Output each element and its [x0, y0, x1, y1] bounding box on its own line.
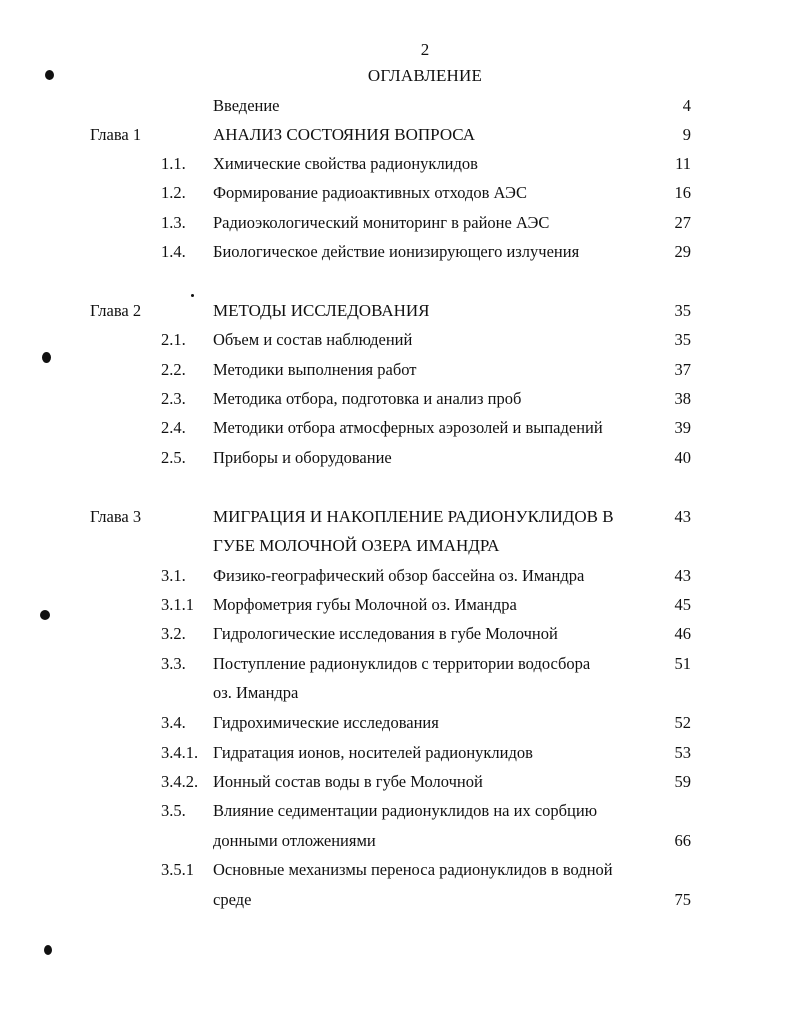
entry-text: Морфометрия губы Молочной оз. Имандра [213, 595, 517, 614]
page-ref: 35 [674, 330, 691, 349]
entry-text: МИГРАЦИЯ И НАКОПЛЕНИЕ РАДИОНУКЛИДОВ В [213, 507, 614, 526]
entry-text: Методики отбора атмосферных аэрозолей и выпадений [213, 418, 603, 437]
page-ref: 59 [674, 772, 691, 791]
section-number: 1.4. [161, 242, 186, 261]
toc-row [0, 855, 795, 884]
entry-text: Радиоэкологический мониторинг в районе АЭС [213, 213, 550, 232]
entry-text: Гидрохимические исследования [213, 713, 439, 732]
page-ref: 45 [674, 595, 691, 614]
toc-row [0, 826, 795, 855]
toc-row [0, 91, 795, 120]
entry-text: Формирование радиоактивных отходов АЭС [213, 183, 527, 202]
toc-row [0, 413, 795, 442]
page-ref: 66 [674, 831, 691, 850]
entry-text: донными отложениями [213, 831, 376, 850]
page-ref: 43 [674, 566, 691, 585]
section-number: 2.4. [161, 418, 186, 437]
entry-text: Физико-географический обзор бассейна оз. Имандра [213, 566, 585, 585]
page-ref: 40 [674, 448, 691, 467]
chapter-label: Глава 1 [90, 125, 142, 144]
toc-row [0, 885, 795, 914]
entry-text: АНАЛИЗ СОСТОЯНИЯ ВОПРОСА [213, 125, 476, 144]
entry-text: МЕТОДЫ ИССЛЕДОВАНИЯ [213, 301, 430, 320]
page-ref: 38 [674, 389, 691, 408]
toc-row [0, 531, 795, 560]
toc-row [0, 384, 795, 413]
page-ref: 52 [674, 713, 691, 732]
page-ref: 9 [682, 125, 691, 144]
entry-text: Ионный состав воды в губе Молочной [213, 772, 483, 791]
entry-text: Поступление радионуклидов с территории водосбора [213, 654, 591, 673]
toc-row [0, 178, 795, 207]
entry-text: Приборы и оборудование [213, 448, 392, 467]
chapter-label: Глава 2 [90, 301, 142, 320]
entry-text: Гидратация ионов, носителей радионуклидов [213, 743, 533, 762]
toc-row [0, 590, 795, 619]
section-number: 2.1. [161, 330, 186, 349]
page-ref: 35 [674, 301, 691, 320]
section-number: 2.5. [161, 448, 186, 467]
page-number: 2 [420, 40, 430, 59]
toc-row [0, 355, 795, 384]
scan-blot [42, 352, 51, 363]
section-number: 3.3. [161, 654, 186, 673]
page-ref: 51 [674, 654, 691, 673]
page-ref: 75 [674, 890, 691, 909]
section-number: 2.3. [161, 389, 186, 408]
entry-text: Биологическое действие ионизирующего излучения [213, 242, 580, 261]
toc-row [0, 443, 795, 472]
toc-row [0, 120, 795, 149]
page-ref: 39 [674, 418, 691, 437]
entry-text: оз. Имандра [213, 683, 299, 702]
toc-title: ОГЛАВЛЕНИЕ [367, 66, 483, 85]
page-ref: 27 [674, 213, 691, 232]
section-number: 3.2. [161, 624, 186, 643]
page-ref: 46 [674, 624, 691, 643]
entry-text: Химические свойства радионуклидов [213, 154, 478, 173]
entry-text: Основные механизмы переноса радионуклидов в водной [213, 860, 613, 879]
entry-text: Объем и состав наблюдений [213, 330, 413, 349]
page-ref: 29 [674, 242, 691, 261]
section-number: 3.4.1. [161, 743, 199, 762]
section-number: 3.1. [161, 566, 186, 585]
section-number: 3.4. [161, 713, 186, 732]
page-ref: 43 [674, 507, 691, 526]
toc-row [0, 149, 795, 178]
entry-text: среде [213, 890, 252, 909]
toc-row [0, 237, 795, 266]
page-ref: 4 [682, 96, 691, 115]
toc-row [0, 678, 795, 707]
toc-row [0, 796, 795, 825]
section-number: 1.1. [161, 154, 186, 173]
toc-row [0, 502, 795, 531]
toc-row [0, 325, 795, 354]
page-ref: 16 [674, 183, 691, 202]
entry-text: Методики выполнения работ [213, 360, 417, 379]
toc-row [0, 767, 795, 796]
entry-text: Методика отбора, подготовка и анализ проб [213, 389, 522, 408]
page-ref: 11 [675, 154, 691, 173]
section-number: 1.3. [161, 213, 186, 232]
page-ref: 37 [674, 360, 691, 379]
toc-row [0, 561, 795, 590]
page-ref: 53 [674, 743, 691, 762]
scan-blot [45, 70, 54, 80]
section-number: 3.4.2. [161, 772, 199, 791]
entry-text: Введение [213, 96, 280, 115]
scan-blot [40, 610, 50, 620]
section-number: 3.5. [161, 801, 186, 820]
section-number: 3.5.1 [161, 860, 194, 879]
chapter-label: Глава 3 [90, 507, 142, 526]
section-number: 1.2. [161, 183, 186, 202]
toc-row [0, 738, 795, 767]
scan-speck [191, 294, 194, 297]
entry-text: Гидрологические исследования в губе Молочной [213, 624, 558, 643]
toc-row [0, 619, 795, 648]
scan-blot [44, 945, 52, 955]
section-number: 2.2. [161, 360, 186, 379]
toc-row [0, 649, 795, 678]
section-number: 3.1.1 [161, 595, 194, 614]
toc-row [0, 208, 795, 237]
toc-row [0, 708, 795, 737]
toc-row [0, 296, 795, 325]
entry-text: Влияние седиментации радионуклидов на их сорбцию [213, 801, 598, 820]
entry-text: ГУБЕ МОЛОЧНОЙ ОЗЕРА ИМАНДРА [213, 536, 500, 555]
